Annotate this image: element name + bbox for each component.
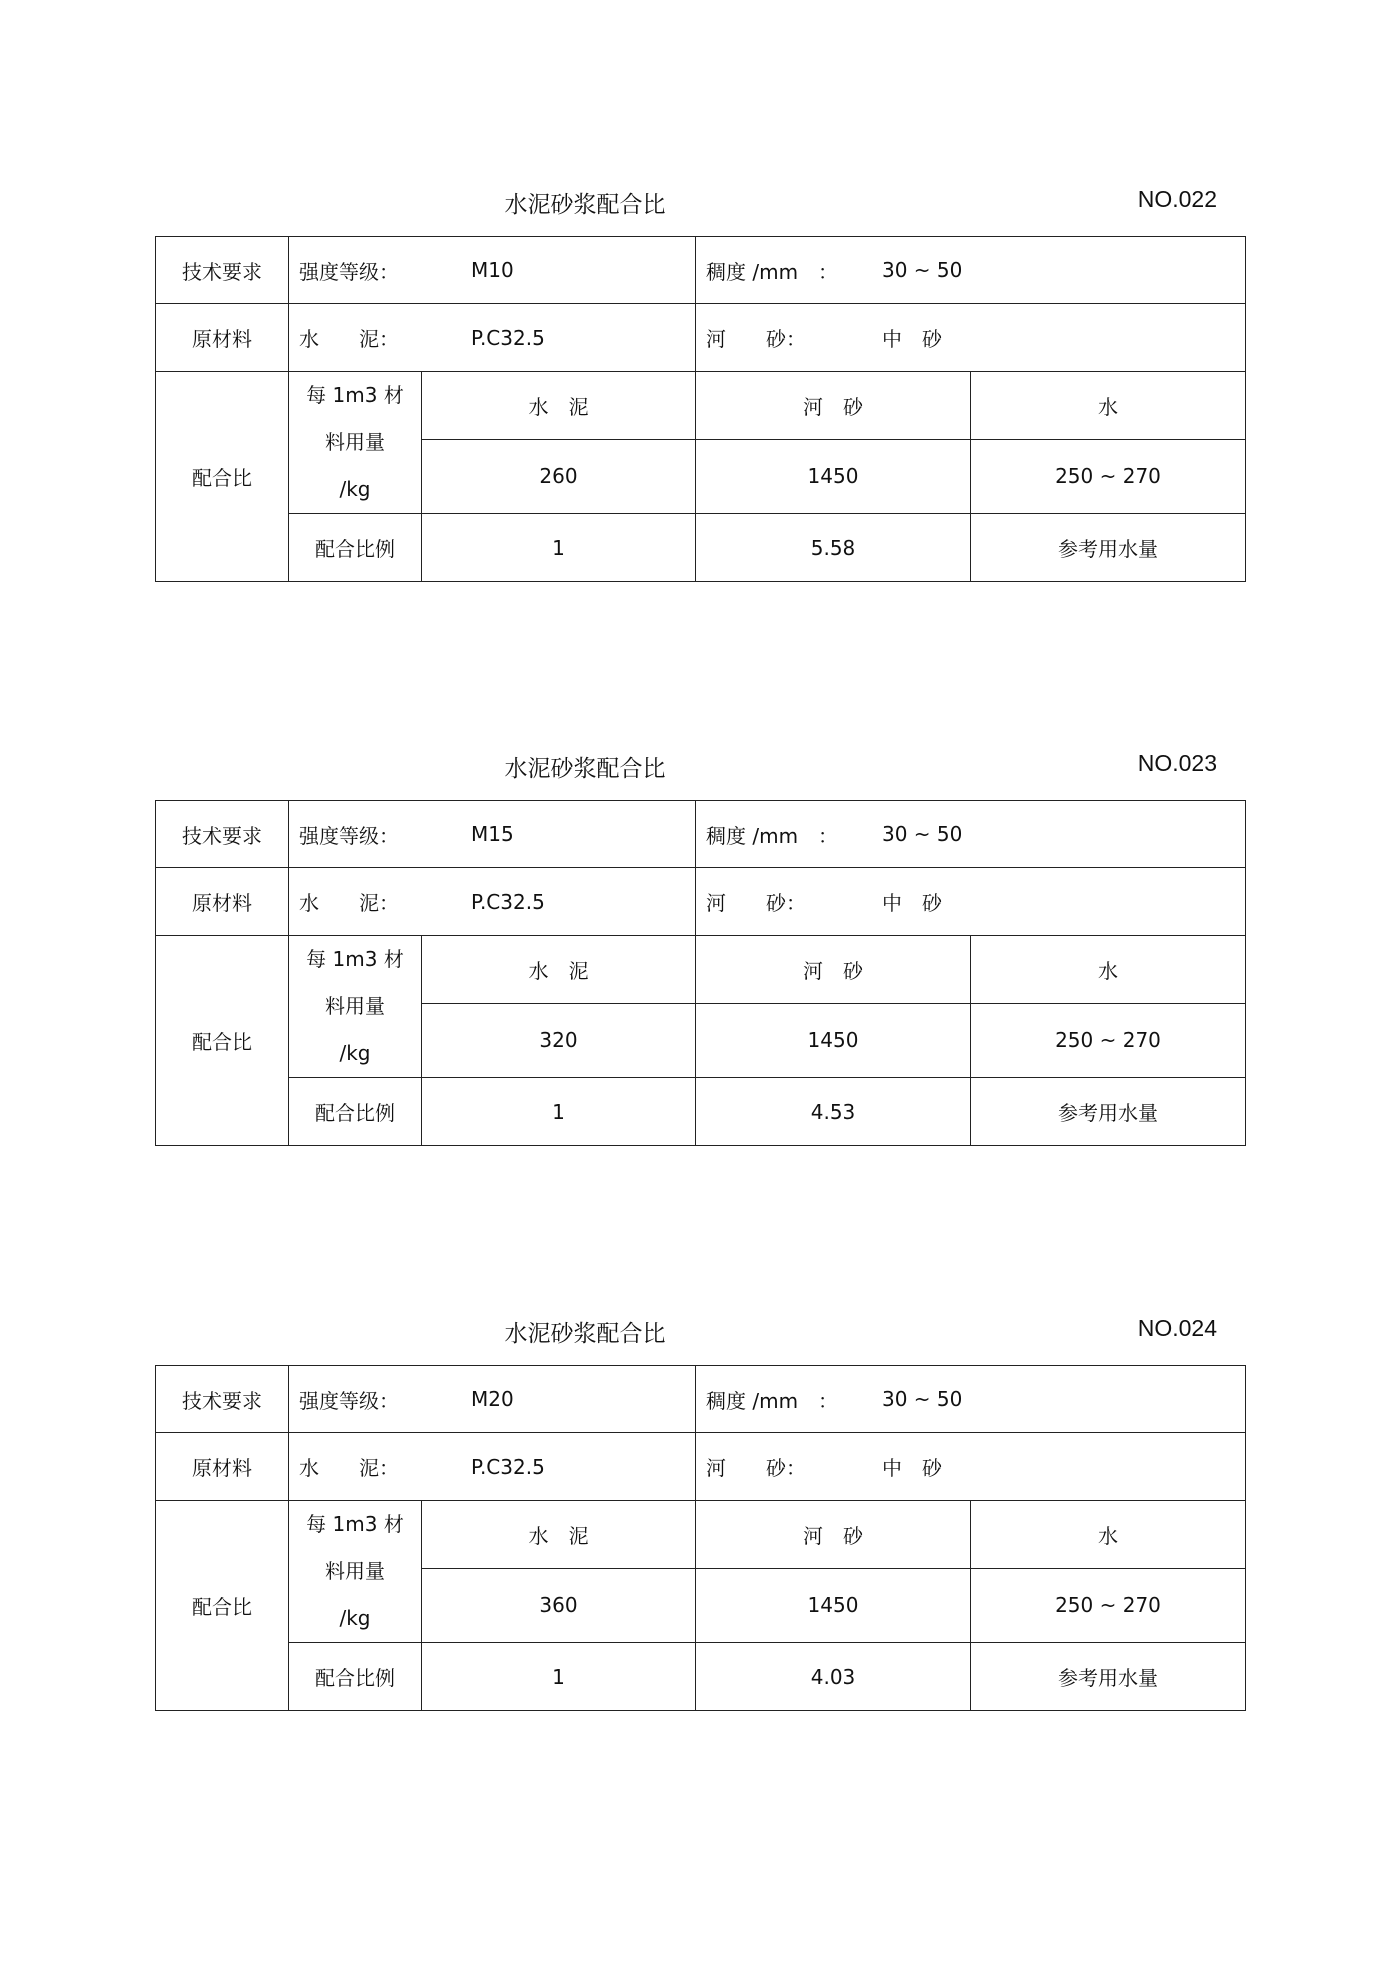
col-cement: 水 泥 bbox=[422, 372, 696, 440]
col-cement: 水 泥 bbox=[422, 936, 696, 1004]
consistency-cell bbox=[696, 1366, 1246, 1433]
amount-water: 250 ~ 270 bbox=[971, 439, 1246, 513]
ratio-label: 配合比例 bbox=[289, 514, 422, 582]
sand-cell bbox=[696, 1433, 1246, 1501]
amount-water: 250 ~ 270 bbox=[971, 1568, 1246, 1642]
consistency-label: 稠度 /mm ： bbox=[706, 1388, 839, 1413]
cement-label: 水 泥： bbox=[299, 891, 399, 915]
tech-requirements-row bbox=[156, 237, 1246, 304]
mix-header-row bbox=[156, 936, 1246, 1004]
ratio-cement: 1 bbox=[422, 1643, 696, 1711]
block-number: NO.024 bbox=[1137, 1315, 1217, 1341]
ratio-cement: 1 bbox=[422, 1078, 696, 1146]
per-m3-line2: 料用量 bbox=[325, 1559, 385, 1583]
block-header bbox=[155, 1309, 1245, 1349]
col-cement: 水 泥 bbox=[422, 1501, 696, 1569]
sand-cell bbox=[696, 304, 1246, 372]
cement-label: 水 泥： bbox=[299, 1456, 399, 1480]
cement-label: 水 泥： bbox=[299, 327, 399, 351]
mix-table bbox=[155, 800, 1246, 1146]
consistency-cell bbox=[696, 801, 1246, 868]
per-m3-line1: 每 1m3 材 bbox=[306, 947, 404, 971]
tech-requirements-head: 技术要求 bbox=[156, 1366, 289, 1433]
block-header bbox=[155, 180, 1245, 220]
mix-table bbox=[155, 1365, 1246, 1711]
col-water: 水 bbox=[971, 936, 1246, 1004]
cement-cell bbox=[289, 868, 696, 936]
consistency-label: 稠度 /mm ： bbox=[706, 823, 839, 848]
consistency-value: 30 ~ 50 bbox=[882, 822, 963, 846]
consistency-label: 稠度 /mm ： bbox=[706, 259, 839, 284]
sand-label: 河 砂： bbox=[706, 1456, 806, 1480]
mix-header-row bbox=[156, 372, 1246, 440]
ratio-water-note: 参考用水量 bbox=[971, 514, 1246, 582]
mix-header-row bbox=[156, 1501, 1246, 1569]
raw-materials-head: 原材料 bbox=[156, 1433, 289, 1501]
raw-materials-head: 原材料 bbox=[156, 868, 289, 936]
strength-cell bbox=[289, 1366, 696, 1433]
col-sand: 河 砂 bbox=[696, 1501, 971, 1569]
sand-value: 中 砂 bbox=[882, 1456, 942, 1480]
amount-cement: 320 bbox=[422, 1003, 696, 1077]
per-m3-line3: /kg bbox=[339, 1606, 371, 1630]
per-m3-line3: /kg bbox=[339, 477, 371, 501]
consistency-value: 30 ~ 50 bbox=[882, 1387, 963, 1411]
tech-requirements-head: 技术要求 bbox=[156, 237, 289, 304]
mix-ratio-head: 配合比 bbox=[156, 936, 289, 1146]
cement-value: P.C32.5 bbox=[471, 1454, 545, 1479]
block-title: 水泥砂浆配合比 bbox=[504, 1321, 666, 1347]
tech-requirements-head: 技术要求 bbox=[156, 801, 289, 868]
raw-materials-row bbox=[156, 1433, 1246, 1501]
ratio-water-note: 参考用水量 bbox=[971, 1078, 1246, 1146]
amount-sand: 1450 bbox=[696, 439, 971, 513]
per-m3-line2: 料用量 bbox=[325, 430, 385, 454]
ratio-sand: 4.03 bbox=[696, 1643, 971, 1711]
raw-materials-head: 原材料 bbox=[156, 304, 289, 372]
cement-value: P.C32.5 bbox=[471, 889, 545, 914]
per-m3-line1: 每 1m3 材 bbox=[306, 383, 404, 407]
mix-table bbox=[155, 236, 1246, 582]
strength-cell bbox=[289, 801, 696, 868]
strength-label: 强度等级： bbox=[299, 259, 399, 284]
ratio-cement: 1 bbox=[422, 514, 696, 582]
cement-value: P.C32.5 bbox=[471, 325, 545, 350]
per-m3-label bbox=[289, 1501, 422, 1643]
block-header bbox=[155, 744, 1245, 784]
strength-value: M15 bbox=[471, 822, 514, 846]
strength-value: M20 bbox=[471, 1387, 514, 1411]
amount-sand: 1450 bbox=[696, 1568, 971, 1642]
ratio-sand: 5.58 bbox=[696, 514, 971, 582]
block-title: 水泥砂浆配合比 bbox=[504, 756, 666, 782]
cement-cell bbox=[289, 304, 696, 372]
amount-cement: 360 bbox=[422, 1568, 696, 1642]
block-number: NO.022 bbox=[1137, 186, 1217, 212]
sand-label: 河 砂： bbox=[706, 891, 806, 915]
strength-label: 强度等级： bbox=[299, 1388, 399, 1413]
per-m3-label bbox=[289, 372, 422, 514]
mix-ratio-head: 配合比 bbox=[156, 1501, 289, 1711]
col-sand: 河 砂 bbox=[696, 372, 971, 440]
ratio-sand: 4.53 bbox=[696, 1078, 971, 1146]
mix-ratio-row bbox=[156, 1078, 1246, 1146]
strength-value: M10 bbox=[471, 258, 514, 282]
amount-cement: 260 bbox=[422, 439, 696, 513]
sand-cell bbox=[696, 868, 1246, 936]
cement-cell bbox=[289, 1433, 696, 1501]
raw-materials-row bbox=[156, 304, 1246, 372]
sand-label: 河 砂： bbox=[706, 327, 806, 351]
amount-water: 250 ~ 270 bbox=[971, 1003, 1246, 1077]
block-title: 水泥砂浆配合比 bbox=[504, 192, 666, 218]
col-sand: 河 砂 bbox=[696, 936, 971, 1004]
per-m3-line3: /kg bbox=[339, 1041, 371, 1065]
col-water: 水 bbox=[971, 1501, 1246, 1569]
tech-requirements-row bbox=[156, 1366, 1246, 1433]
per-m3-line1: 每 1m3 材 bbox=[306, 1512, 404, 1536]
col-water: 水 bbox=[971, 372, 1246, 440]
block-number: NO.023 bbox=[1137, 750, 1217, 776]
strength-label: 强度等级： bbox=[299, 823, 399, 848]
amount-sand: 1450 bbox=[696, 1003, 971, 1077]
mix-ratio-row bbox=[156, 514, 1246, 582]
sand-value: 中 砂 bbox=[882, 327, 942, 351]
ratio-water-note: 参考用水量 bbox=[971, 1643, 1246, 1711]
sand-value: 中 砂 bbox=[882, 891, 942, 915]
consistency-value: 30 ~ 50 bbox=[882, 258, 963, 282]
ratio-label: 配合比例 bbox=[289, 1078, 422, 1146]
per-m3-label bbox=[289, 936, 422, 1078]
ratio-label: 配合比例 bbox=[289, 1643, 422, 1711]
mix-ratio-row bbox=[156, 1643, 1246, 1711]
raw-materials-row bbox=[156, 868, 1246, 936]
strength-cell bbox=[289, 237, 696, 304]
mix-ratio-head: 配合比 bbox=[156, 372, 289, 582]
per-m3-line2: 料用量 bbox=[325, 994, 385, 1018]
tech-requirements-row bbox=[156, 801, 1246, 868]
consistency-cell bbox=[696, 237, 1246, 304]
